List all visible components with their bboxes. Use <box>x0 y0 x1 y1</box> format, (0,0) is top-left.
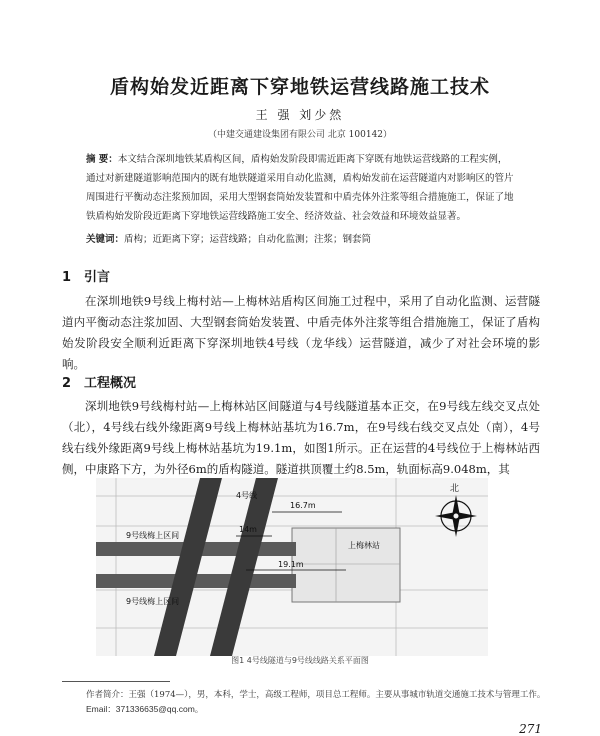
footnote-author-bio: 作者简介：王强（1974—），男，本科，学士，高级工程师，项目总工程师。主要从事城市轨道交通施工技术与管理工作。 <box>86 690 546 700</box>
footnote <box>86 688 546 716</box>
paper-title: 盾构始发近距离下穿地铁运营线路施工技术 <box>109 76 490 98</box>
page-number: 271 <box>519 722 542 736</box>
authors: 王 强 刘少然 <box>255 108 345 122</box>
label-line9-top: 9号线梅上区间 <box>126 531 180 540</box>
section-1-paragraph: 在深圳地铁9号线上梅村站—上梅林站盾构区间施工过程中，采用了自动化监测、运营隧道内平衡动态注浆加固、大型钢套筒始发装置、中盾壳体外注浆等组合措施施工，保证了盾构始发阶段安全顺利近距离下穿深圳地铁4号线（龙华线）运营隧道，减少了对社会环境的影响。 <box>62 294 540 371</box>
section-1-heading <box>62 266 110 285</box>
figure-1 <box>96 478 488 656</box>
abstract-text: 本文结合深圳地铁某盾构区间，盾构始发阶段即需近距离下穿既有地铁运营线路的工程实例，通过对新建隧道影响范围内的既有地铁隧道采用自动化监测，盾构始发前在运营隧道内对影响区的管片周围进行平衡动态注浆预加固，采用大型钢套筒始发装置和中盾壳体外注浆等组合措施施工，保证了地铁盾构始发阶段近距离下穿地铁运营线路施工安全、经济效益、社会效益和环境效益显著。 <box>86 154 514 222</box>
figure-caption: 图1 4号线隧道与9号线线路关系平面图 <box>231 656 369 665</box>
label-distance-north: 16.7m <box>290 501 316 510</box>
keywords <box>86 230 516 249</box>
section-1-number: 1 <box>62 270 72 285</box>
footnote-rule <box>62 681 170 682</box>
label-station: 上梅林站 <box>348 541 380 550</box>
section-2-paragraph: 深圳地铁9号线梅村站—上梅林站区间隧道与4号线隧道基本正交，在9号线左线交叉点处（北），4号线右线外缘距离9号线上梅林站基坑为16.7m，在9号线右线交叉点处（南），4号线右线外缘距离9号线上梅林站基坑为19.1m，如图1所示。正在运营的4号线位于上梅林站西侧，中康路下方，为外径6m的盾构隧道。隧道拱顶覆土约8.5m，轨面标高9.048m，其 <box>62 399 540 476</box>
abstract <box>86 150 516 226</box>
footnote-email: Email：371336635@qq.com。 <box>86 704 204 714</box>
label-line9-bottom: 9号线梅上区间 <box>126 597 180 606</box>
label-north: 北 <box>450 484 460 494</box>
keywords-text: 盾构；近距离下穿；运营线路；自动化监测；注浆；钢套筒 <box>124 234 372 245</box>
abstract-label: 摘 要： <box>86 154 118 165</box>
label-distance-west: 14m <box>239 525 257 534</box>
affiliation: （中建交通建设集团有限公司 北京 100142） <box>207 130 393 140</box>
section-2-heading <box>62 372 136 391</box>
section-1-title: 引言 <box>84 270 111 285</box>
keywords-label: 关键词： <box>86 234 125 245</box>
label-distance-south: 19.1m <box>278 560 304 569</box>
section-2-number: 2 <box>62 376 72 391</box>
section-2-title: 工程概况 <box>84 376 137 391</box>
station-box <box>292 528 400 602</box>
label-line4: 4号线 <box>236 491 258 500</box>
